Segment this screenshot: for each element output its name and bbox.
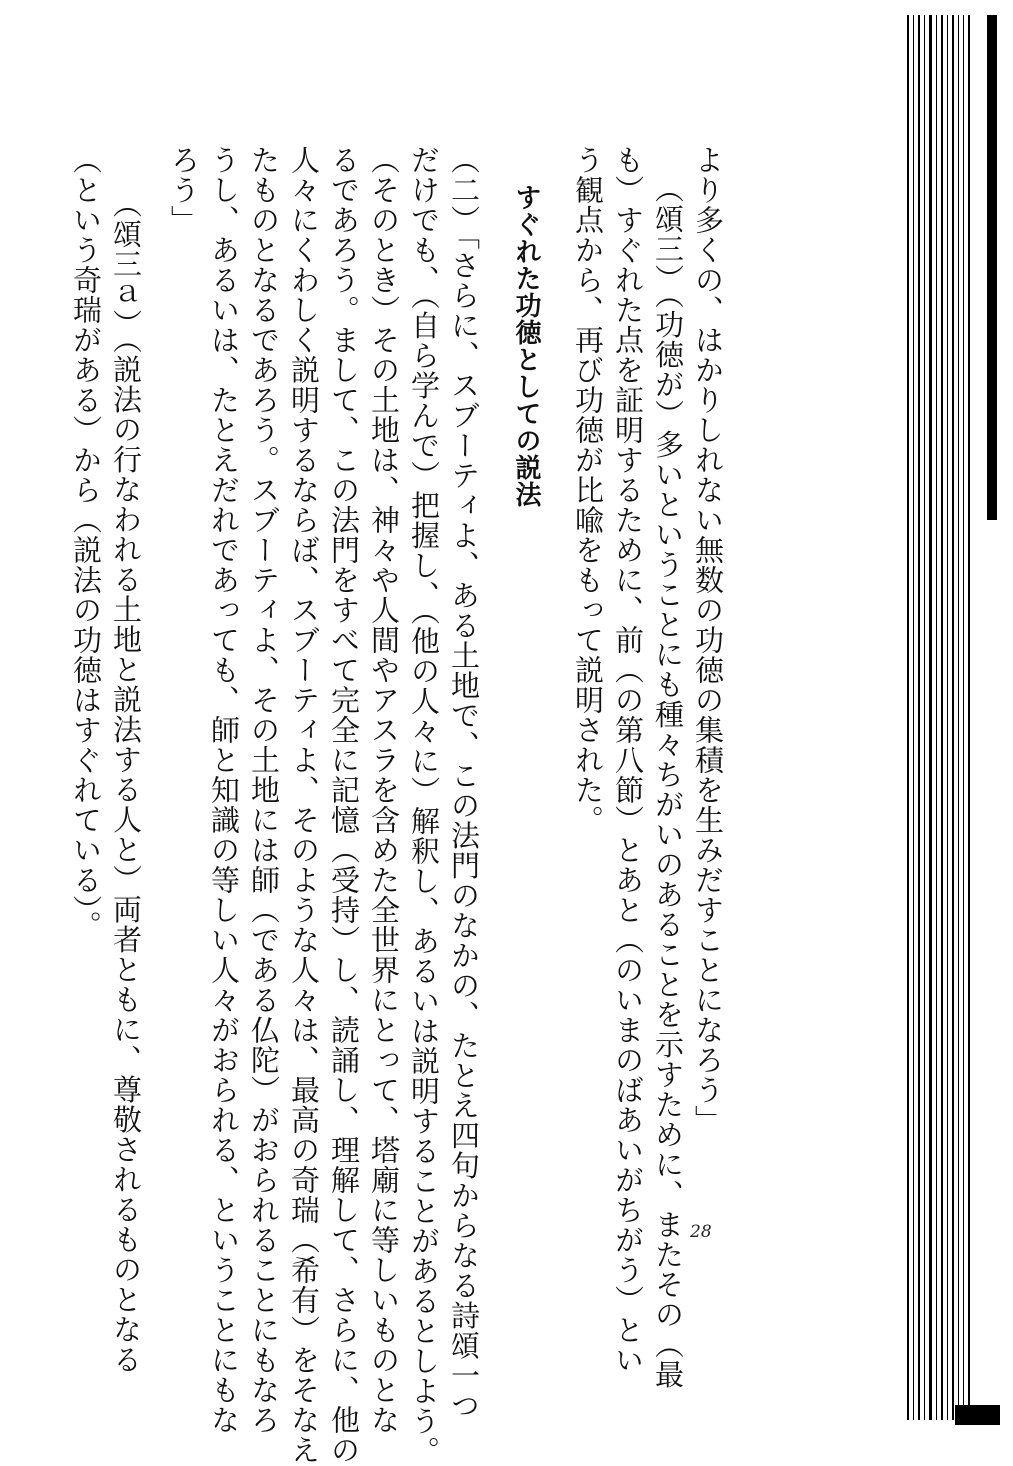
text-line: ろう」 bbox=[167, 145, 201, 235]
text-line: 人々にくわしく説明するならば、スブーティよ、そのような人々は、最高の奇瑞（希有）をそなえ bbox=[287, 145, 321, 1465]
text-line: （頌三ａ）（説法の行なわれる土地と説法する人と）両者ともに、尊敬されるものとなる bbox=[109, 188, 143, 1374]
text-line: より多くの、はかりしれない無数の功徳の集積を生みだすことになろう」 bbox=[691, 145, 725, 1135]
text-line: たものとなるであろう。スブーティよ、その土地には師（である仏陀）がおられることにもなろ bbox=[247, 145, 281, 1435]
text-line: も）すぐれた点を証明するために、前（の第八節）とあと（のいまのばあいがちがう）とい bbox=[611, 145, 645, 1375]
text-line: （頌三）（功徳が）多いということにも種々ちがいのあることを示すために、またその（最 bbox=[651, 174, 685, 1390]
section-heading: すぐれた功徳としての説法 bbox=[511, 184, 541, 508]
text-line: （そのとき）その土地は、神々や人間やアスラを含めた全世界にとって、塔廟に等しいものとな bbox=[367, 145, 401, 1435]
scan-binding-edge bbox=[905, 15, 995, 1420]
text-line: う観点から、再び功徳が比喩をもって説明された。 bbox=[571, 145, 605, 835]
text-line: るであろう。まして、この法門をすべて完全に記憶（受持）し、読誦し、理解して、さらに、他の bbox=[327, 145, 361, 1465]
text-line: だけでも、（自ら学んで）把握し、（他の人々に）解釈し、あるいは説明することがあるとしよう。 bbox=[407, 145, 441, 1466]
text-line: うし、あるいは、たとえだれであっても、師と知識の等しい人々がおられる、ということにもな bbox=[207, 145, 241, 1435]
page-number: 28 bbox=[690, 1222, 712, 1242]
text-line: （という奇瑞がある）から（説法の功徳はすぐれている）。 bbox=[69, 145, 103, 941]
text-line: （二）「さらに、スブーティよ、ある土地で、この法門のなかの、たとえ四句からなる詩頌一つ bbox=[447, 145, 481, 1421]
